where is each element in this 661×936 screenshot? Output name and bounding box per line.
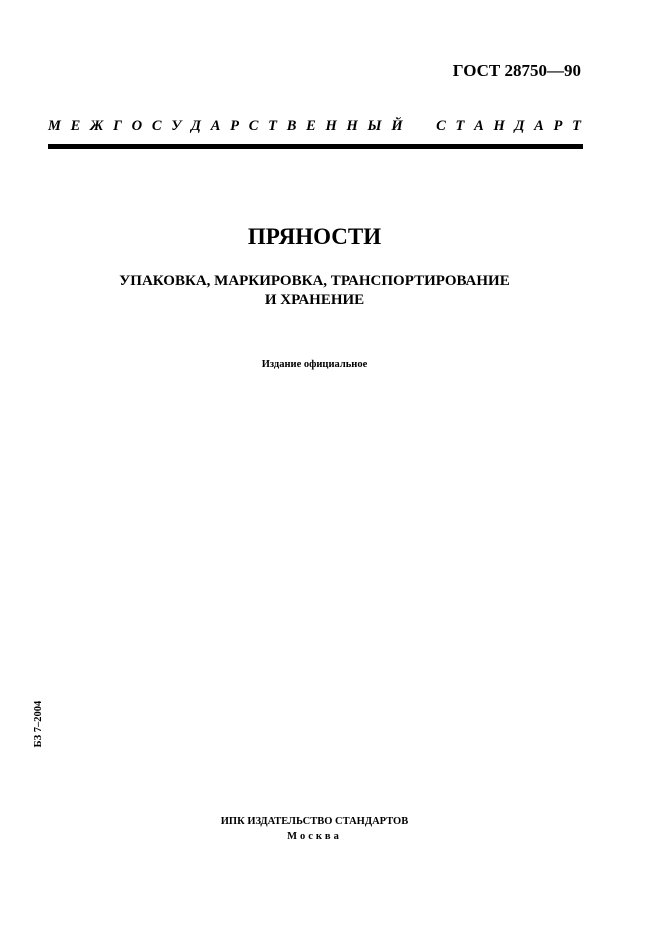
heading-letter: У [171, 118, 182, 134]
subtitle-line-1: УПАКОВКА, МАРКИРОВКА, ТРАНСПОРТИРОВАНИЕ [119, 273, 510, 289]
subtitle-line-2: И ХРАНЕНИЕ [264, 292, 365, 308]
heading-letter: А [534, 118, 544, 134]
heading-letter: В [286, 118, 297, 134]
heading-letter: С [248, 118, 259, 134]
heading-letter: Ж [90, 118, 104, 134]
heading-letter: А [210, 118, 221, 134]
heading-letter: М [48, 118, 61, 134]
document-subtitle [0, 272, 629, 310]
heading-letter: С [436, 118, 446, 134]
standard-type-heading [48, 118, 581, 135]
heading-letter: Е [306, 118, 316, 134]
heading-letter: Й [391, 118, 403, 134]
heading-word-gap [412, 118, 426, 135]
heading-letter: С [151, 118, 162, 134]
heading-letter: Р [230, 118, 239, 134]
header-rule [48, 144, 583, 149]
heading-letter: Т [572, 118, 581, 134]
side-catalog-code: БЗ 7–2004 [33, 700, 44, 748]
heading-letter: Р [553, 118, 563, 134]
publisher-city: Москва [287, 831, 342, 842]
heading-letter: Ы [367, 118, 382, 134]
heading-letter: Е [70, 118, 81, 134]
publisher-block [0, 814, 629, 844]
heading-letter: Г [113, 118, 122, 134]
heading-letter: Н [325, 118, 337, 134]
document-code: ГОСТ 28750—90 [452, 61, 581, 80]
heading-letter: А [474, 118, 484, 134]
heading-letter: Н [346, 118, 358, 134]
heading-letter: Д [191, 118, 201, 134]
heading-letter: Д [514, 118, 525, 134]
heading-letter: Н [493, 118, 505, 134]
heading-letter: Т [268, 118, 277, 134]
heading-letter: Т [455, 118, 465, 134]
edition-label: Издание официальное [261, 359, 368, 370]
heading-letter: О [131, 118, 143, 134]
publisher-name: ИПК ИЗДАТЕЛЬСТВО СТАНДАРТОВ [220, 816, 409, 827]
document-title: ПРЯНОСТИ [247, 224, 382, 249]
